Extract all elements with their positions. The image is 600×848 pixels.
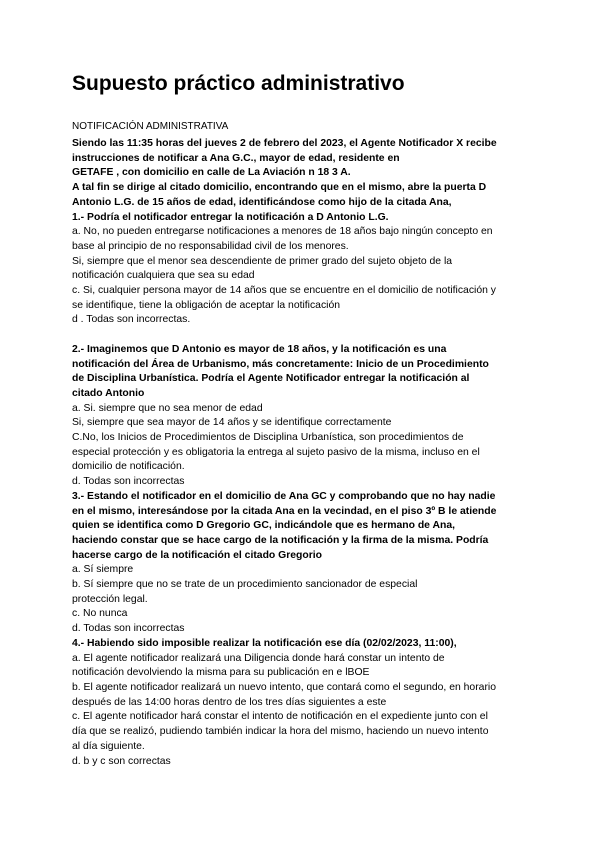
text-line: base al principio de no responsabilidad civil de los menores. (72, 240, 349, 252)
text-line: d. b y c son correctas (72, 755, 171, 767)
text-line: b. El agente notificador realizará un nuevo intento, que contará como el segundo, en horario (72, 682, 496, 693)
text-line: Siendo las 11:35 horas del jueves 2 de febrero del 2023, el Agente Notificador X recibe (72, 138, 497, 149)
text-line: instrucciones de notificar a Ana G.C., mayor de edad, residente en (72, 152, 400, 164)
text-line: d . Todas son incorrectas. (72, 314, 191, 326)
document-subtitle: NOTIFICACIÓN ADMINISTRATIVA (72, 121, 229, 132)
text-line: notificación del Área de Urbanismo, más concretamente: Inicio de un Procedimiento (72, 358, 489, 370)
text-line: haciendo constar que se hace cargo de la notificación y la firma de la misma. Podría (72, 534, 489, 546)
text-line: en el mismo, interesándose por la citada Ana en la vecindad, en el piso 3º B le atiende (72, 505, 497, 517)
text-line: Si, siempre que el menor sea descendiente de primer grado del sujeto objeto de la (72, 255, 453, 267)
text-line: quien se identifica como D Gregorio GC, indicándole que es hermano de Ana, (72, 520, 455, 532)
text-line: notificación cualquiera que sea su edad (72, 270, 255, 282)
text-line: a. El agente notificador realizará una Diligencia donde hará constar un intento de (72, 652, 445, 664)
text-line: d. Todas son incorrectas (72, 476, 185, 488)
text-line: c. No nunca (72, 608, 128, 620)
text-line: 1.- Podría el notificador entregar la notificación a D Antonio L.G. (72, 211, 389, 223)
blank-line (72, 328, 532, 343)
text-line: c. Si, cualquier persona mayor de 14 años que se encuentre en el domicilio de notificación y (72, 285, 496, 297)
text-line: 3.- Estando el notificador en el domicilio de Ana GC y comprobando que no hay nadie (72, 490, 496, 502)
text-line: 2.- Imaginemos que D Antonio es mayor de 18 años, y la notificación es una (72, 343, 447, 355)
text-line: hacerse cargo de la notificación el citado Gregorio (72, 549, 323, 561)
text-line: citado Antonio (72, 387, 145, 399)
text-line: Antonio L.G. de 15 años de edad, identificándose como hijo de la citada Ana, (72, 196, 452, 208)
text-line: a. No, no pueden entregarse notificaciones a menores de 18 años bajo ningún concepto en (72, 226, 493, 238)
text-line: día que se realizó, pudiendo también indicar la hora del mismo, haciendo un nuevo intento (72, 726, 489, 738)
text-line: A tal fin se dirige al citado domicilio, encontrando que en el mismo, abre la puerta D (72, 182, 487, 194)
document-title: Supuesto práctico administrativo (72, 72, 405, 95)
document-body (72, 137, 532, 769)
text-line: al día siguiente. (72, 740, 145, 752)
text-line: después de las 14:00 horas dentro de los tres días siguientes a este (72, 696, 387, 708)
text-line: c. El agente notificador hará constar el intento de notificación en el expediente junto con el (72, 711, 488, 723)
text-line: d. Todas son incorrectas (72, 623, 185, 635)
text-line: de Disciplina Urbanística. Podría el Agente Notificador entregar la notificación al (72, 373, 470, 385)
text-line: a. Si. siempre que no sea menor de edad (72, 402, 263, 414)
text-line: a. Sí siempre (72, 564, 134, 576)
text-line: Si, siempre que sea mayor de 14 años y se identifique correctamente (72, 417, 392, 429)
text-line: especial protección y es obligatoria la entrega al sujeto pasivo de la misma, incluso en el (72, 446, 480, 458)
text-line: b. Sí siempre que no se trate de un procedimiento sancionador de especial (72, 579, 418, 591)
text-line: 4.- Habiendo sido imposible realizar la notificación ese día (02/02/2023, 11:00), (72, 637, 457, 649)
text-line: notificación devolviendo la misma para su publicación en e lBOE (72, 667, 370, 679)
text-line: protección legal. (72, 593, 148, 605)
text-line: se identifique, tiene la obligación de aceptar la notificación (72, 299, 341, 311)
text-line: domicilio de notificación. (72, 461, 185, 473)
text-line: GETAFE , con domicilio en calle de La Aviación n 18 3 A. (72, 167, 351, 179)
text-line: C.No, los Inicios de Procedimientos de Disciplina Urbanística, son procedimientos de (72, 432, 464, 444)
